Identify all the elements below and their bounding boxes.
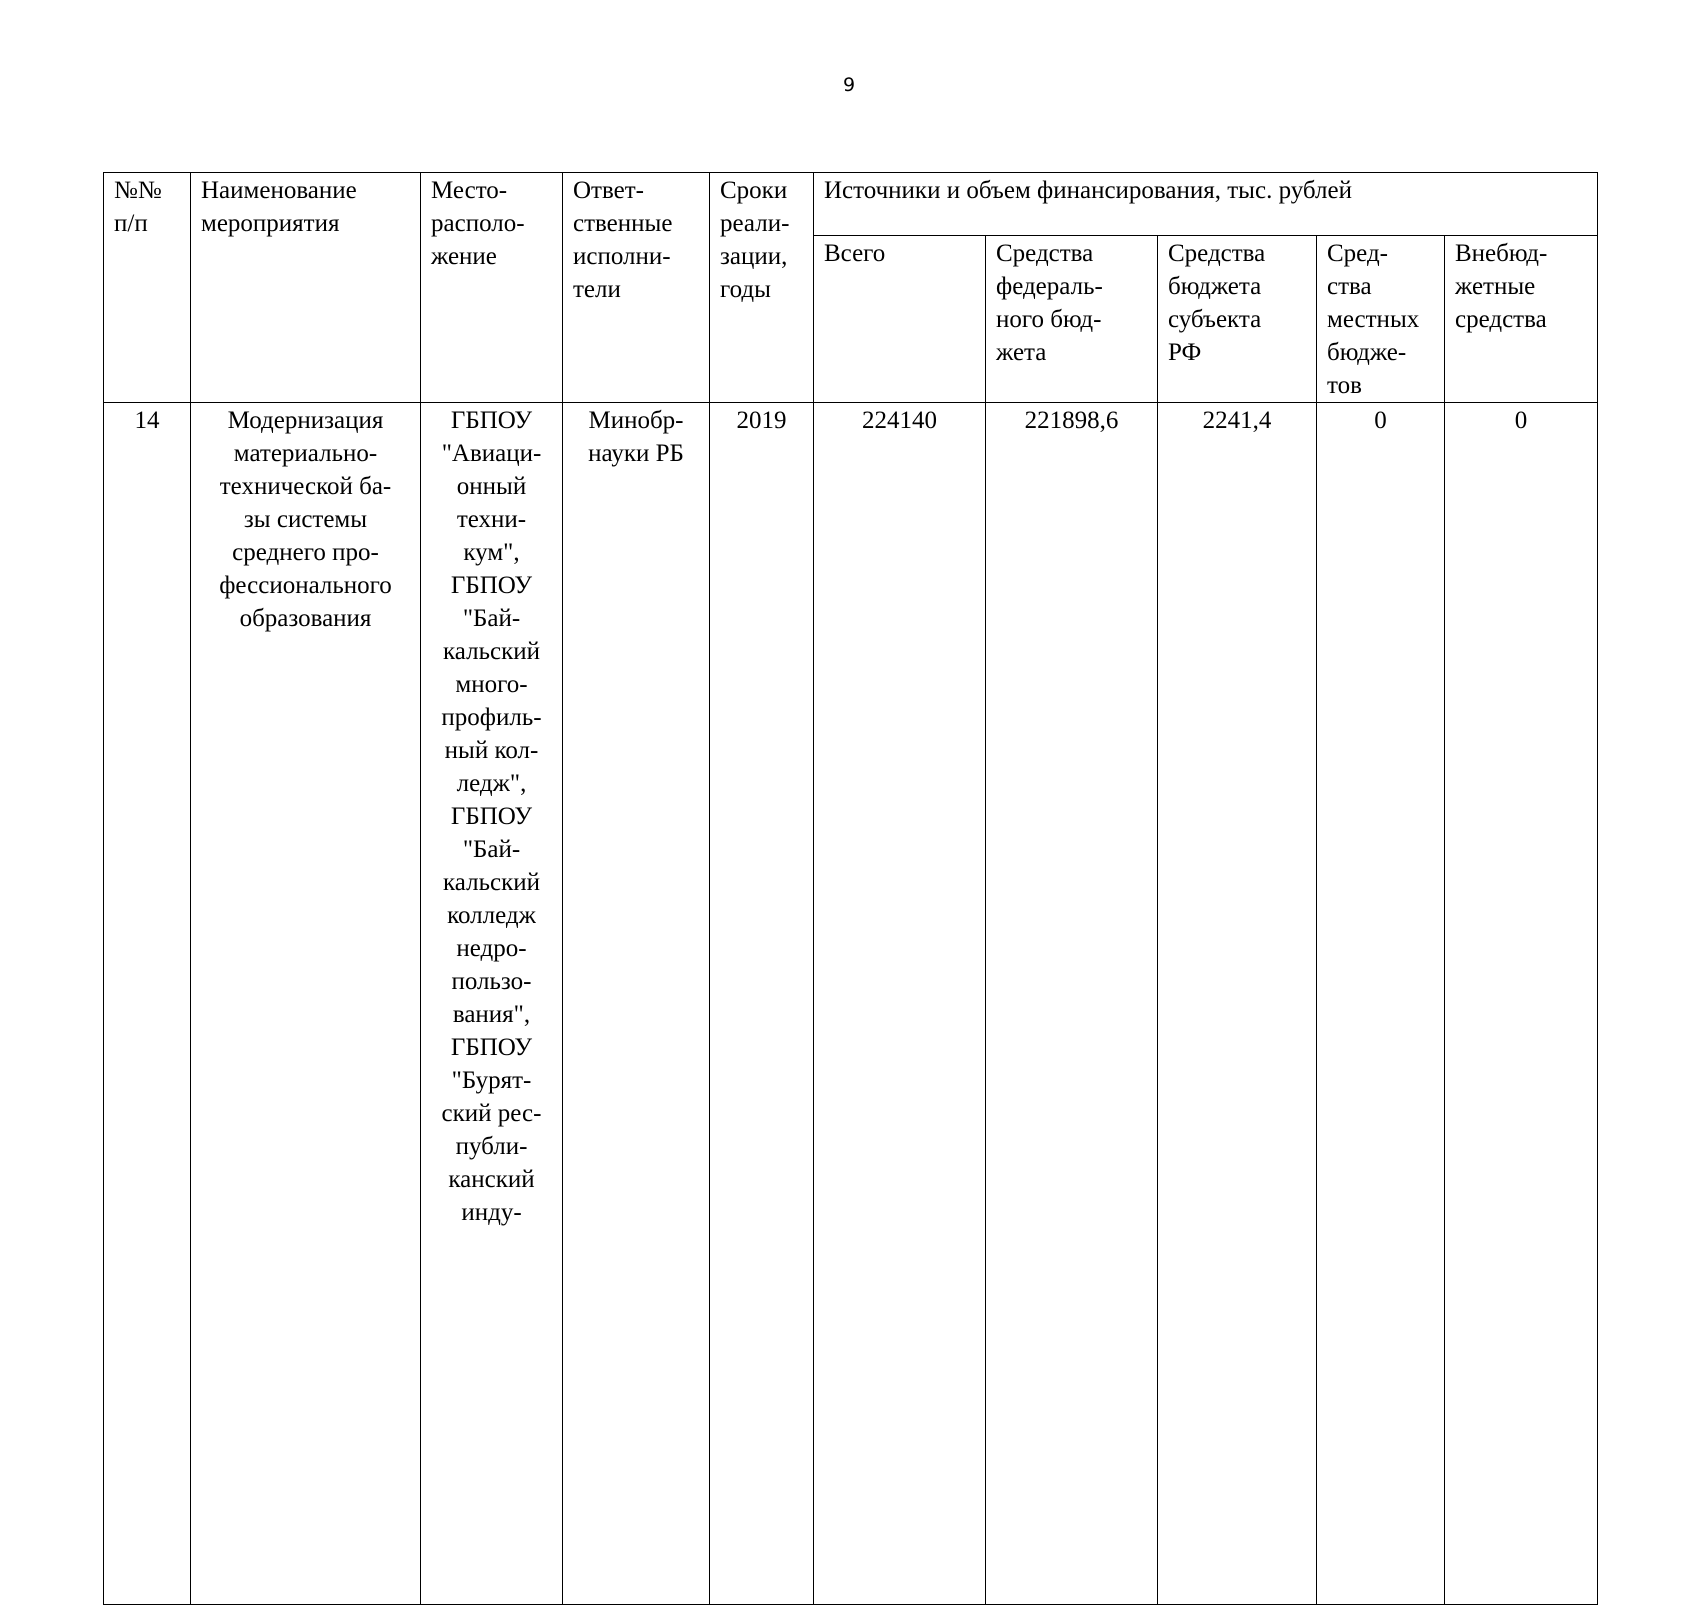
cell-num: 14 xyxy=(104,403,191,1605)
header-financing: Источники и объем финансирования, тыс. рублей xyxy=(814,173,1598,236)
cell-extrabudget: 0 xyxy=(1445,403,1598,1605)
cell-federal: 221898,6 xyxy=(986,403,1158,1605)
header-num: №№ п/п xyxy=(104,173,191,403)
header-location: Место- располо- жение xyxy=(421,173,563,403)
cell-total: 224140 xyxy=(814,403,986,1605)
cell-location: ГБПОУ "Авиаци- онный техни- кум", ГБПОУ "Бай- кальский много- профиль- ный кол- ледж", ГБПОУ "Бай- кальский колледж недро- пользо- вания", ГБПОУ "Бурят- ский рес- публи- канский инду- xyxy=(421,403,563,1605)
financing-table xyxy=(103,172,1598,1605)
header-terms: Сроки реали- зации, годы xyxy=(710,173,814,403)
cell-regional: 2241,4 xyxy=(1158,403,1317,1605)
cell-year: 2019 xyxy=(710,403,814,1605)
page-number: 9 xyxy=(842,74,856,96)
header-total: Всего xyxy=(814,236,986,403)
header-executors: Ответ- ственные исполни- тели xyxy=(563,173,710,403)
cell-executors: Минобр- науки РБ xyxy=(563,403,710,1605)
cell-local: 0 xyxy=(1317,403,1445,1605)
header-local: Сред- ства местных бюдже- тов xyxy=(1317,236,1445,403)
header-name: Наименование мероприятия xyxy=(191,173,421,403)
table-container xyxy=(103,172,1598,1226)
header-federal: Средства федераль- ного бюд- жета xyxy=(986,236,1158,403)
header-row-top xyxy=(104,173,1598,236)
header-regional: Средства бюджета субъекта РФ xyxy=(1158,236,1317,403)
header-extrabudget: Внебюд- жетные средства xyxy=(1445,236,1598,403)
cell-name: Модернизация материально- технической ба- зы системы среднего про- фессионального образования xyxy=(191,403,421,1605)
table-row xyxy=(104,403,1598,1605)
